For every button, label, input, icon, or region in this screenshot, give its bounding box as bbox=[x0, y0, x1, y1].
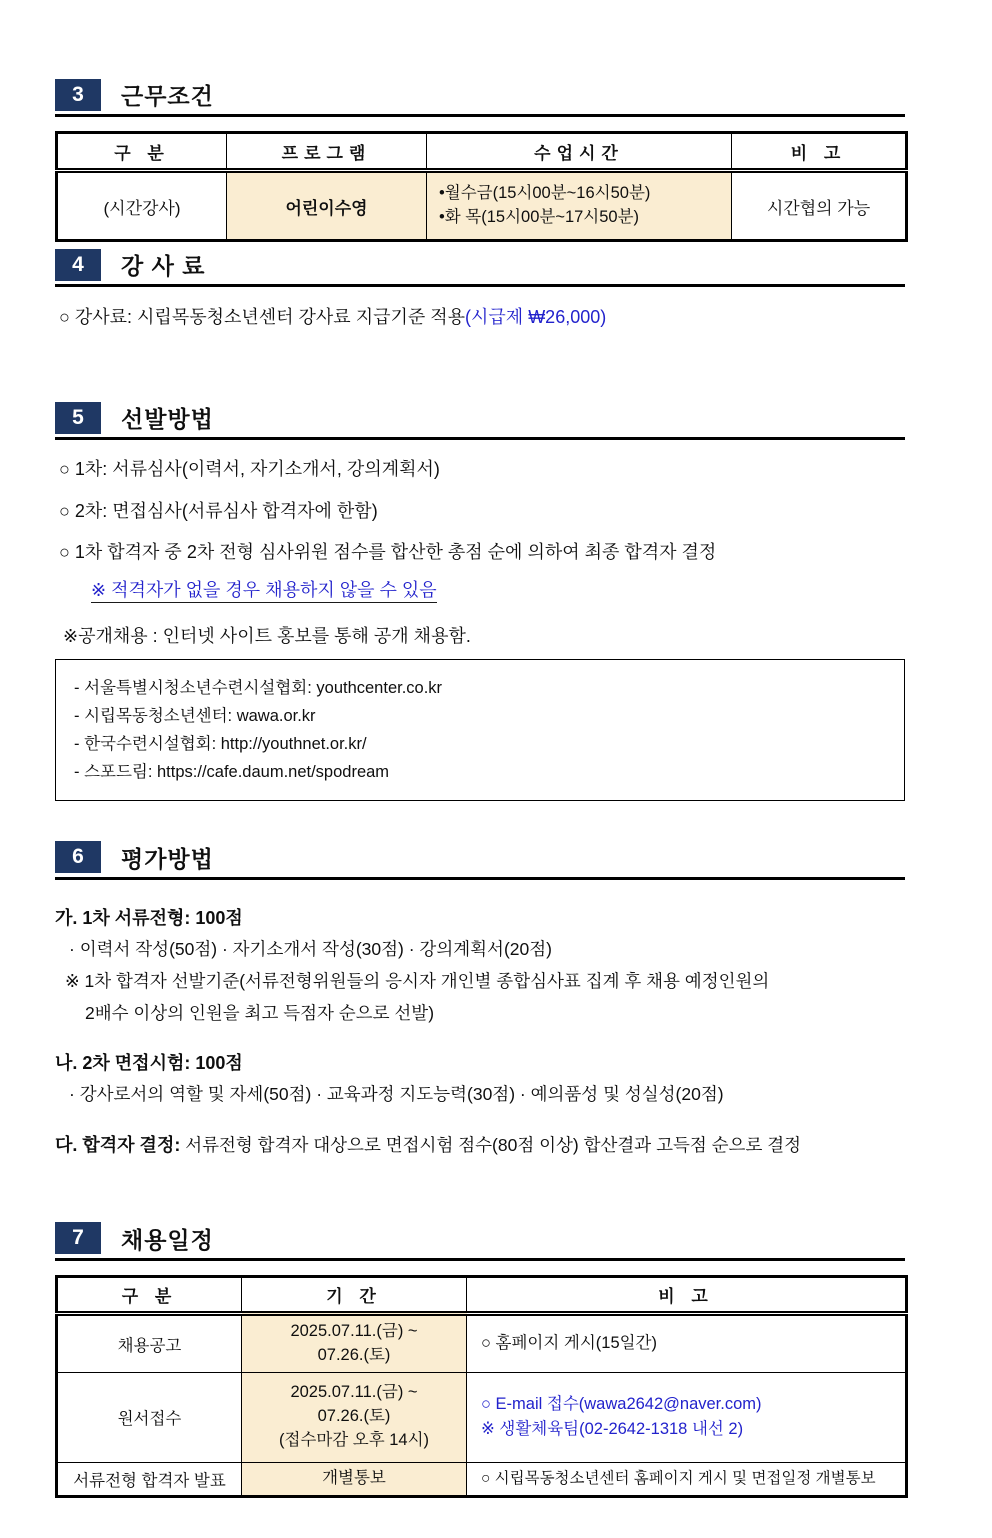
section-header-instructor-fee bbox=[55, 248, 905, 287]
col-header-remark: 비 고 bbox=[732, 133, 907, 171]
period-line-1: 2025.07.11.(금) ~ bbox=[290, 1321, 418, 1340]
cell-period bbox=[242, 1462, 467, 1496]
final-decision-label: 다. 합격자 결정: bbox=[55, 1135, 181, 1156]
col-header-program: 프로그램 bbox=[227, 133, 427, 171]
open-recruitment-note: ※공개채용 : 인터넷 사이트 홍보를 통해 공개 채용함. bbox=[63, 626, 471, 647]
cell-program: 어린이수영 bbox=[227, 171, 427, 241]
col-header-category: 구 분 bbox=[57, 1276, 242, 1313]
period-line-1: 2025.07.11.(금) ~ bbox=[290, 1383, 418, 1402]
selection-caution-note bbox=[91, 578, 905, 602]
cell-category: 서류전형 합격자 발표 bbox=[57, 1462, 242, 1496]
cell-remark bbox=[467, 1372, 907, 1462]
selection-step-1: ○ 1차: 서류심사(이력서, 자기소개서, 강의계획서) bbox=[59, 459, 440, 480]
remark-line-email: ○ E-mail 접수(wawa2642@naver.com) bbox=[481, 1395, 762, 1414]
evaluation-round1-note-line2: 2배수 이상의 인원을 최고 득점자 순으로 선발) bbox=[85, 1002, 435, 1023]
evaluation-final-decision bbox=[55, 1133, 905, 1158]
section-number-badge: 4 bbox=[55, 249, 101, 281]
selection-step-2: ○ 2차: 면접심사(서류심사 합격자에 한함) bbox=[59, 500, 378, 521]
section-header-recruitment-schedule bbox=[55, 1222, 905, 1261]
table-row bbox=[57, 171, 907, 241]
section-header-work-conditions bbox=[55, 78, 905, 117]
section-number-badge: 5 bbox=[55, 402, 101, 434]
cell-category: (시간강사) bbox=[57, 171, 227, 241]
evaluation-round1-detail: · 이력서 작성(50점) · 자기소개서 작성(30점) · 강의계획서(20점) bbox=[69, 939, 552, 960]
period-line-2: 07.26.(토) bbox=[317, 1407, 391, 1426]
fee-statement-text: ○ 강사료: 시립목동청소년센터 강사료 지급기준 적용 bbox=[59, 307, 466, 327]
fee-statement bbox=[59, 305, 905, 329]
section-title: 강 사 료 bbox=[121, 253, 206, 279]
table-row-announcement bbox=[57, 1313, 907, 1372]
col-header-remark: 비 고 bbox=[467, 1276, 907, 1313]
section-title: 평가방법 bbox=[121, 845, 214, 872]
evaluation-round2-detail: · 강사로서의 역할 및 자세(50점) · 교육과정 지도능력(30점) · 예의품성 및 성실성(20점) bbox=[69, 1084, 724, 1105]
class-time-line-1: •월수금(15시00분~16시50분) bbox=[439, 184, 651, 203]
cell-remark bbox=[467, 1313, 907, 1372]
recruitment-schedule-table bbox=[55, 1275, 908, 1498]
section-title: 근무조건 bbox=[121, 83, 214, 109]
cell-category: 원서접수 bbox=[57, 1372, 242, 1462]
cell-category: 채용공고 bbox=[57, 1313, 242, 1372]
evaluation-round1-note-line1: ※ 1차 합격자 선발기준(서류전형위원들의 응시자 개인별 종합심사표 집계 후 채용 예정인원의 bbox=[65, 970, 770, 991]
table-header-row bbox=[57, 1276, 907, 1313]
work-conditions-table bbox=[55, 131, 908, 242]
period-line-1: 개별통보 bbox=[322, 1468, 386, 1487]
section-header-evaluation-method bbox=[55, 841, 905, 880]
col-header-category: 구 분 bbox=[57, 133, 227, 171]
section-title: 채용일정 bbox=[121, 1226, 214, 1253]
section-number-badge: 6 bbox=[55, 841, 101, 873]
col-header-class-time: 수업시간 bbox=[427, 133, 732, 171]
final-decision-text: 서류전형 합격자 대상으로 면접시험 점수(80점 이상) 합산결과 고득점 순으로 결정 bbox=[180, 1135, 802, 1156]
site-link-youthnet: - 한국수련시설협회: http://youthnet.or.kr/ bbox=[74, 734, 367, 753]
selection-step-3: ○ 1차 합격자 중 2차 전형 심사위원 점수를 합산한 총점 순에 의하여 최종 합격자 결정 bbox=[59, 541, 717, 562]
site-link-spodream: - 스포드림: https://cafe.daum.net/spodream bbox=[74, 762, 390, 781]
cell-period bbox=[242, 1372, 467, 1462]
recruitment-sites-box bbox=[55, 659, 905, 801]
table-header-row bbox=[57, 133, 907, 171]
fee-hourly-rate: (시급제 ₩26,000) bbox=[465, 307, 607, 327]
evaluation-round1-title: 가. 1차 서류전형: 100점 bbox=[55, 907, 243, 928]
cell-remark bbox=[467, 1462, 907, 1496]
site-link-youthcenter: - 서울특별시청소년수련시설협회: youthcenter.co.kr bbox=[74, 678, 443, 697]
section-number-badge: 7 bbox=[55, 1222, 101, 1254]
section-title: 선발방법 bbox=[121, 406, 214, 433]
section-number-badge: 3 bbox=[55, 79, 101, 111]
cell-remark: 시간협의 가능 bbox=[732, 171, 907, 241]
class-time-line-2: •화 목(15시00분~17시50분) bbox=[439, 208, 640, 226]
period-line-2: 07.26.(토) bbox=[317, 1345, 391, 1364]
selection-caution-text: ※ 적격자가 없을 경우 채용하지 않을 수 있음 bbox=[91, 580, 437, 603]
cell-period bbox=[242, 1313, 467, 1372]
table-row-application bbox=[57, 1372, 907, 1462]
remark-line-1: ○ 홈페이지 게시(15일간) bbox=[481, 1334, 657, 1353]
table-row-result-announcement bbox=[57, 1462, 907, 1496]
cell-class-time bbox=[427, 171, 732, 241]
col-header-period: 기 간 bbox=[242, 1276, 467, 1313]
period-line-3: (접수마감 오후 14시) bbox=[278, 1430, 430, 1449]
section-header-selection-method bbox=[55, 401, 905, 440]
site-link-wawa: - 시립목동청소년센터: wawa.or.kr bbox=[74, 706, 316, 725]
remark-line-1: ○ 시립목동청소년센터 홈페이지 게시 및 면접일정 개별통보 bbox=[481, 1469, 876, 1487]
evaluation-round2-title: 나. 2차 면접시험: 100점 bbox=[55, 1053, 243, 1074]
remark-line-phone: ※ 생활체육팀(02-2642-1318 내선 2) bbox=[481, 1420, 744, 1439]
